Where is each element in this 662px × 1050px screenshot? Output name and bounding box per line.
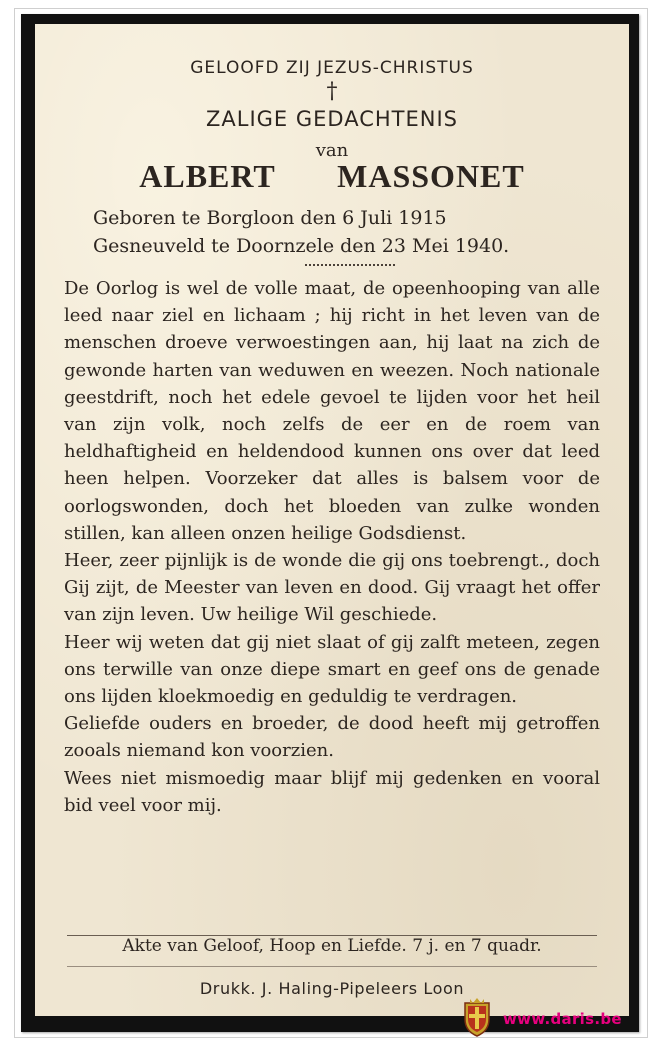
- coat-of-arms-icon: [462, 997, 492, 1037]
- cross-icon: †: [326, 79, 338, 104]
- birth-line: Geboren te Borgloon den 6 Juli 1915: [93, 207, 447, 229]
- dotted-divider: [305, 264, 395, 266]
- card-text: [64, 275, 600, 819]
- printer-credit: Drukk. J. Haling-Pipeleers Loon: [199, 979, 465, 998]
- dates-block: [93, 204, 509, 260]
- paragraph-4: Geliefde ouders en broeder, de dood heeft mij getroffen zooals niemand kon voorzien.: [64, 713, 600, 762]
- card-title: ZALIGE GEDACHTENIS: [206, 107, 458, 131]
- paragraph-2: Heer, zeer pijnlijk is de wonde die gij ons toebrengt., doch Gij zijt, de Meester van leven en dood. Gij vraagt het offer van zijn leven. Uw heilige Wil geschiede.: [64, 550, 600, 626]
- prayer-indulgence: Akte van Geloof, Hoop en Liefde. 7 j. en 7 quadr.: [122, 936, 542, 956]
- van-label: van: [315, 140, 349, 161]
- paragraph-1: De Oorlog is wel de volle maat, de opeenhooping van alle leed naar ziel en lichaam ; hij richt in het leven van de menschen droeve verwoestingen aan, hij laat na zich de gewonde harten van weduwen en weezen. Noch nationale geestdrift, noch het edele gevoel te lijden voor het heil van zijn volk, noch zelfs de eer en de roem van heldhaftigheid en heldendood kunnen ons over dat leed heen helpen. Voorzeker dat alles is balsem voor de oorlogswonden, doch het bloeden van zulke wonden stillen, kan alleen onzen heilige Godsdienst.: [64, 278, 600, 544]
- motto: GELOOFD ZIJ JEZUS-CHRISTUS: [190, 58, 474, 78]
- paragraph-3: Heer wij weten dat gij niet slaat of gij zalft meteen, zegen ons terwille van onze diepe smart en geef ons de genade ons lijden kloekmoedig en geduldig te verdragen.: [64, 631, 600, 708]
- divider-line-2: [67, 966, 597, 967]
- paragraph-5: Wees niet mismoedig maar blijf mij gedenken en vooral bid veel voor mij.: [64, 767, 600, 816]
- deceased-name: ALBERT MASSONET: [139, 158, 525, 194]
- watermark-link[interactable]: www.daris.be: [503, 1010, 622, 1028]
- card-paper: [35, 24, 629, 1016]
- memorial-card: [21, 14, 639, 1032]
- death-line: Gesneuveld te Doornzele den 23 Mei 1940.: [93, 235, 510, 257]
